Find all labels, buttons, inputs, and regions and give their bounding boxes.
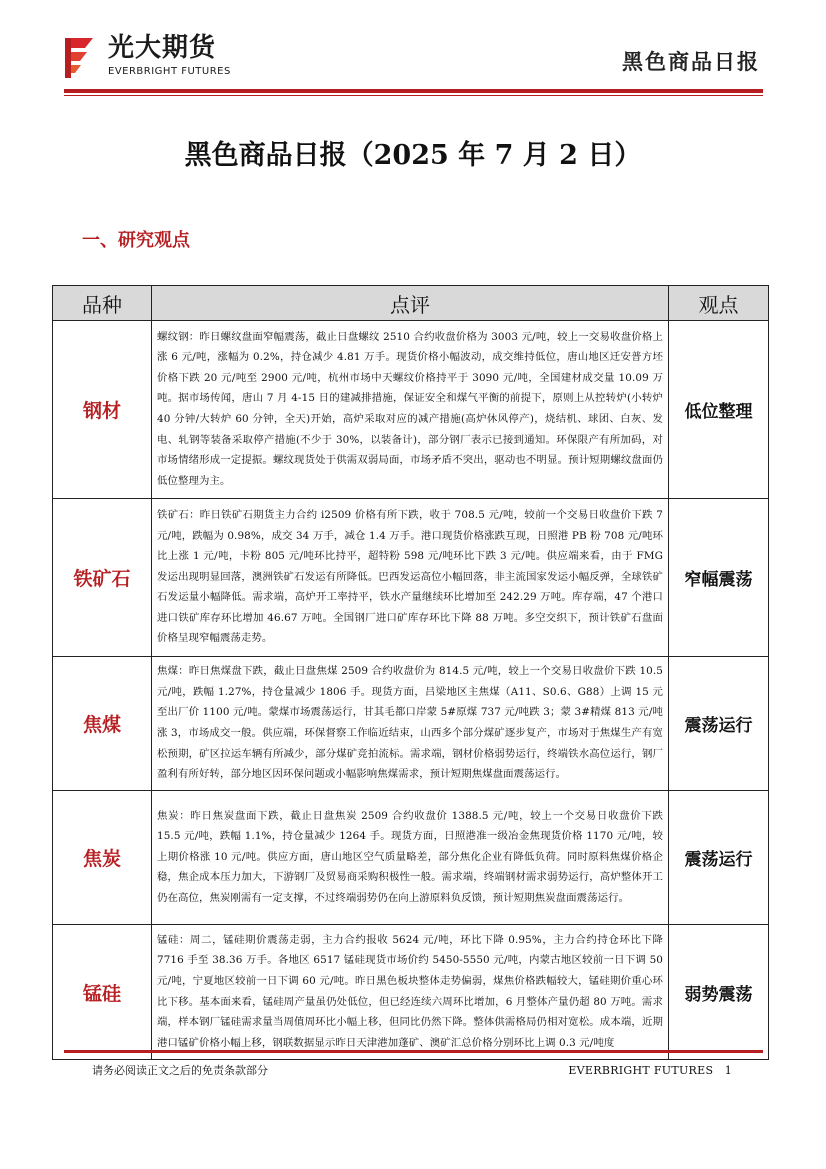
everbright-logo-icon bbox=[63, 36, 97, 80]
row-category: 铁矿石 bbox=[53, 499, 152, 657]
row-category: 锰硅 bbox=[53, 925, 152, 1060]
table-row bbox=[53, 321, 769, 499]
logo-chinese: 光大期货 bbox=[108, 33, 217, 63]
row-category: 焦煤 bbox=[53, 657, 152, 791]
report-tag: 黑色商品日报 bbox=[622, 50, 760, 74]
row-view: 震荡运行 bbox=[669, 657, 769, 791]
table-row bbox=[53, 925, 769, 1060]
row-comment: 螺纹钢：昨日螺纹盘面窄幅震荡，截止日盘螺纹 2510 合约收盘价格为 3003 元/吨，较上一交易收盘价格上涨 6 元/吨，涨幅为 0.2%，持仓减少 4.81 万手。现货价格小幅波动，成交维持低位，唐山地区迁安普方坯价格下跌 20 元/吨至 2900 元/吨，杭州市场中天螺纹价格持平于 3090 元/吨，全国建材成交量 10.09 万吨。据市场传闻，唐山 7 月 4-15 日的建减排措施，保证安全和煤气平衡的前提下，原则上从控转炉(小转炉 40 分钟/大转炉 60 分钟，全天)开始，高炉采取对应的减产措施(高炉休风停产)，烧结机、球团、白灰、发电、轧钢等装备采取停产措施(不少于 30%，以装备计)，部分钢厂表示已接到通知。环保限产有所加码，对市场情绪形成一定提振。螺纹现货处于供需双弱局面，市场矛盾不突出，驱动也不明显。预计短期螺纹盘面仍低位整理为主。 bbox=[152, 321, 669, 499]
header-comment: 点评 bbox=[152, 286, 669, 321]
research-view-table bbox=[52, 285, 769, 1060]
footer-brand-page bbox=[568, 1064, 732, 1078]
row-comment: 锰硅：周二，锰硅期价震荡走弱，主力合约报收 5624 元/吨，环比下降 0.95%，主力合约持仓环比下降 7716 手至 38.36 万手。各地区 6517 锰硅现货市场价约 5450-5550 元/吨，内蒙古地区较前一日下调 50 元/吨，宁夏地区较前一日下调 60 元/吨。昨日黑色板块整体走势偏弱，煤焦价格跌幅较大，锰硅期价重心环比下移。基本面来看，锰硅周产量虽仍处低位，但已经连续六周环比增加，6 月整体产量仍超 80 万吨。需求端，样本钢厂锰硅需求量当周值周环比小幅上移，但同比仍然下降。整体供需格局仍相对宽松。成本端，近期港口锰矿价格小幅上移，钢联数据显示昨日天津港加蓬矿、澳矿汇总价格分别环比上调 0.3 元/吨度 bbox=[152, 925, 669, 1060]
page-header bbox=[0, 0, 826, 100]
page-number: 1 bbox=[724, 1064, 732, 1077]
footer-brand: EVERBRIGHT FUTURES bbox=[568, 1064, 714, 1077]
row-comment: 焦炭：昨日焦炭盘面下跌，截止日盘焦炭 2509 合约收盘价 1388.5 元/吨，较上一个交易日收盘价下跌 15.5 元/吨，跌幅 1.1%，持仓量减少 1264 手。现货方面，日照港准一级冶金焦现货价格 1170 元/吨，较上期价格涨 10 元/吨。供应方面，唐山地区空气质量略差，部分焦化企业有降低负荷。同时原料焦煤价格企稳，焦企成本压力加大，下游钢厂及贸易商采购积极性一般。需求端，终端钢材需求弱势运行，高炉整体开工仍在高位，焦炭刚需有一定支撑，不过终端弱势仍在向上游原料负反馈，预计短期焦炭盘面震荡运行。 bbox=[152, 791, 669, 925]
header-view: 观点 bbox=[669, 286, 769, 321]
row-view: 窄幅震荡 bbox=[669, 499, 769, 657]
table-row bbox=[53, 499, 769, 657]
section-title: 一、研究观点 bbox=[82, 230, 190, 251]
document-title: 黑色商品日报（2025 年 7 月 2 日） bbox=[184, 140, 642, 171]
row-comment: 焦煤：昨日焦煤盘下跌，截止日盘焦煤 2509 合约收盘价为 814.5 元/吨，较上一个交易日收盘价下跌 10.5 元/吨，跌幅 1.27%，持仓量减少 1806 手。现货方面，吕梁地区主焦煤（A11、S0.6、G88）上调 15 元至出厂价 1100 元/吨。蒙煤市场震荡运行，甘其毛都口岸蒙 5#原煤 737 元/吨跌 3；蒙 3#精煤 813 元/吨涨 3，市场成交一般。供应端，环保督察工作临近结束，山西多个部分煤矿逐步复产，市场对于焦煤生产有宽松预期，矿区拉运车辆有所减少，部分煤矿竞拍流标。需求端，钢材价格弱势运行，终端铁水高位运行，钢厂盈利有所好转，部分地区因环保问题或小幅影响焦煤需求，预计短期焦煤盘面震荡运行。 bbox=[152, 657, 669, 791]
logo-english: EVERBRIGHT FUTURES bbox=[108, 66, 231, 77]
header-rule-thin bbox=[64, 95, 763, 96]
table-row bbox=[53, 791, 769, 925]
row-view: 低位整理 bbox=[669, 321, 769, 499]
row-view: 弱势震荡 bbox=[669, 925, 769, 1060]
table-row bbox=[53, 657, 769, 791]
footer-disclaimer: 请务必阅读正文之后的免责条款部分 bbox=[92, 1064, 268, 1077]
header-category: 品种 bbox=[53, 286, 152, 321]
row-category: 焦炭 bbox=[53, 791, 152, 925]
header-rule bbox=[64, 89, 763, 93]
row-comment: 铁矿石：昨日铁矿石期货主力合约 i2509 价格有所下跌，收于 708.5 元/吨，较前一个交易日收盘价下跌 7 元/吨，跌幅为 0.98%，成交 34 万手，减仓 1.4 万手。港口现货价格涨跌互现，日照港 PB 粉 708 元/吨环比上涨 1 元/吨，卡粉 805 元/吨环比持平，超特粉 598 元/吨环比下跌 3 元/吨。供应端来看，由于 FMG 发运出现明显回落，澳洲铁矿石发运有所降低。巴西发运高位小幅回落，非主流国家发运小幅反弹，全球铁矿石发运量小幅降低。需求端，高炉开工率持平，铁水产量继续环比增加至 242.29 万吨。库存端，47 个港口进口铁矿库存环比增加 46.67 万吨。全国钢厂进口矿库存环比下降 88 万吨。多空交织下，预计铁矿石盘面价格呈现窄幅震荡走势。 bbox=[152, 499, 669, 657]
row-category: 钢材 bbox=[53, 321, 152, 499]
footer-rule bbox=[64, 1050, 763, 1053]
table-header-row bbox=[53, 286, 769, 321]
row-view: 震荡运行 bbox=[669, 791, 769, 925]
